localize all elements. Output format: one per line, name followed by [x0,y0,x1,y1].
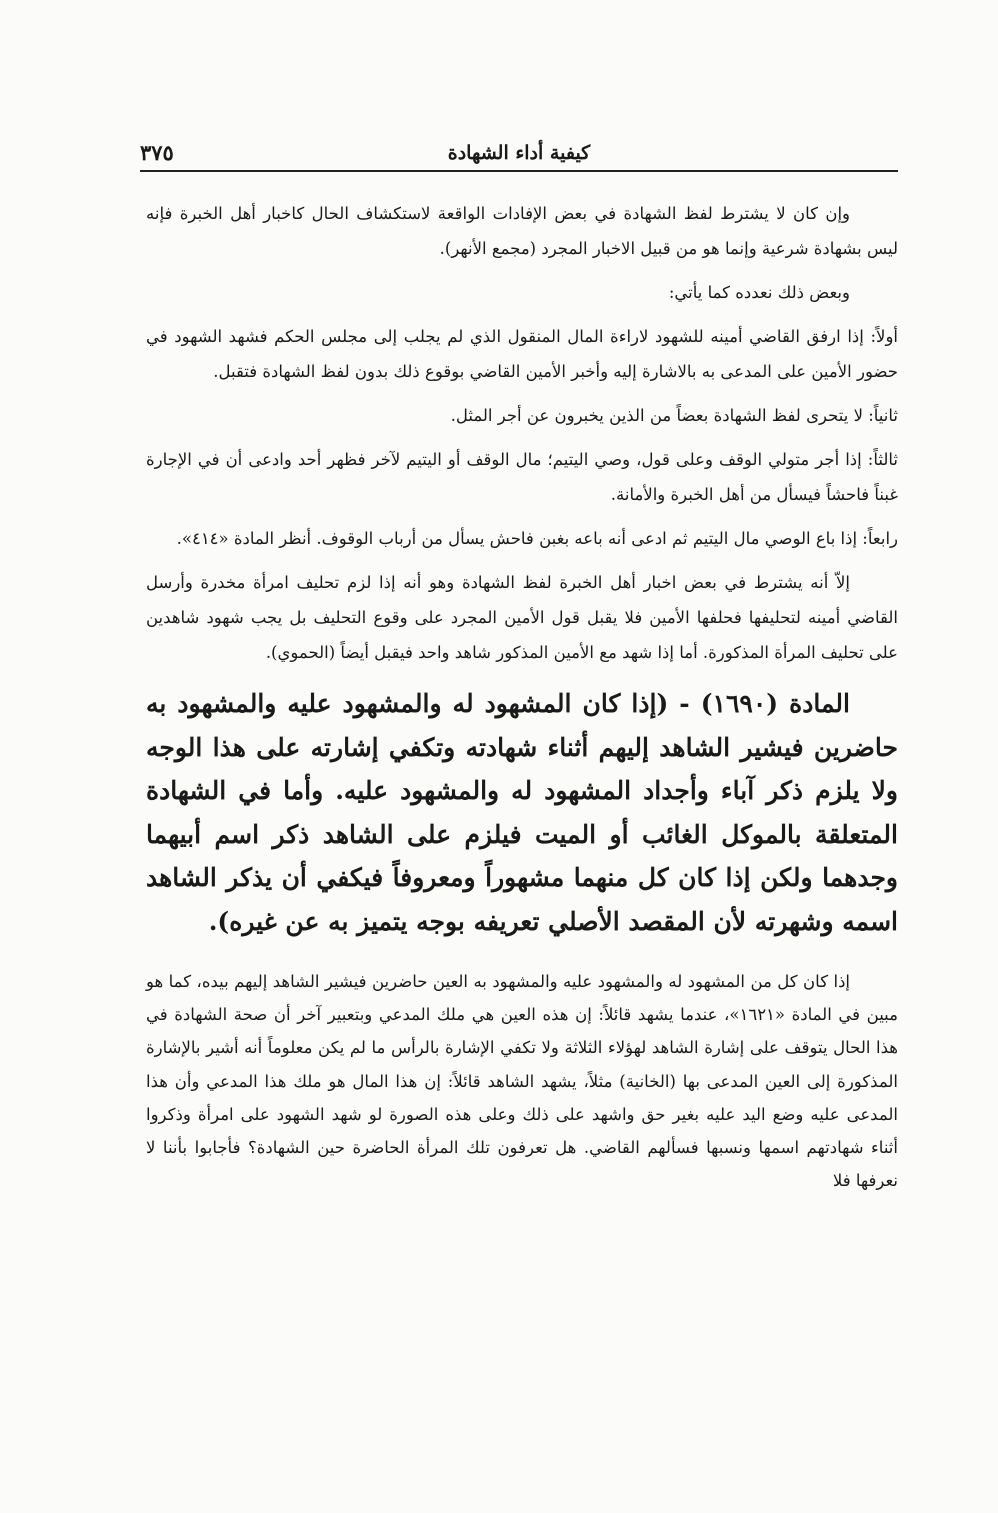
page-body [146,196,898,1197]
paragraph-third-item: ثالثاً: إذا أجر متولي الوقف وعلى قول، وصي اليتيم؛ مال الوقف أو اليتيم لآخر فظهر أحد وادعى أن في الإجارة غبناً فاحشاً فيسأل من أهل الخبرة والأمانة. [146,450,898,504]
paragraph-first-item: أولاً: إذا ارفق القاضي أمينه للشهود لاراءة المال المنقول الذي لم يجلب إلى مجلس الحكم فشهد الشهود في حضور الأمين على المدعى به بالاشارة إليه وأخبر الأمين القاضي بوقوع ذلك بدون لفظ الشهادة فتقبل. [146,327,898,381]
paragraph-second-item: ثانياً: لا يتحرى لفظ الشهادة بعضاً من الذين يخبرون عن أجر المثل. [450,406,898,425]
paragraph-intro: وإن كان لا يشترط لفظ الشهادة في بعض الإفادات الواقعة لاستكشاف الحال كاخبار أهل الخبرة فإنه ليس بشهادة شرعية وإنما هو من قبيل الاخبار المجرد (مجمع الأنهر). [146,204,898,258]
article-1690-text: المادة (١٦٩٠) - (إذا كان المشهود له والمشهود عليه والمشهود به حاضرين فيشير الشاهد إليهم أثناء شهادته وتكفي إشارته على هذا الوجه ولا يلزم ذكر آباء وأجداد المشهود له والمشهود عليه. وأما في الشهادة المتعلقة بالموكل الغائب أو الميت فيلزم على الشاهد ذكر اسم أبيهما وجدهما ولكن إذا كان كل منهما مشهوراً ومعروفاً فيكفي أن يذكر الشاهد اسمه وشهرته لأن المقصد الأصلي تعريفه بوجه يتميز به عن غيره). [146,689,898,936]
commentary-paragraph: إذا كان كل من المشهود له والمشهود عليه والمشهود به العين حاضرين فيشير الشاهد إليهم بيده، كما هو مبين في المادة «١٦٢١»، عندما يشهد قائلاً: إن هذه العين هي ملك المدعي وبتعبير آخر أن صحة الشهادة في هذا الحال يتوقف على إشارة الشاهد لهؤلاء الثلاثة ولا تكفي الإشارة بالرأس ما لم يكن معلوماً أنه أشير بالإشارة المذكورة إلى العين المدعى بها (الخانية) مثلاً، يشهد الشاهد قائلاً: إن هذا المال هو ملك هذا المدعي وأن هذا المدعى عليه وضع اليد عليه بغير حق واشهد على ذلك وعلى هذه الصورة لو شهد الشهود على امرأة وذكروا أثناء شهادتهم اسمها ونسبها فسألهم القاضي. هل تعرفون تلك المرأة الحاضرة حين الشهادة؟ فأجابوا بأننا لا نعرفها فلا [146,972,898,1191]
page-header [140,140,898,172]
page-number: ٣٧٥ [140,140,174,165]
paragraph-fourth-item: رابعاً: إذا باع الوصي مال اليتيم ثم ادعى أنه باعه بغبن فاحش يسأل من أرباب الوقوف. أنظر المادة «٤١٤». [176,529,898,548]
paragraph-list-intro: وبعض ذلك نعدده كما يأتي: [668,283,850,302]
commentary-section [146,965,898,1197]
paragraph-exception: إلاّ أنه يشترط في بعض اخبار أهل الخبرة لفظ الشهادة وهو أنه إذا لزم تحليف امرأة مخدرة وأرسل القاضي أمينه لتحليفها فحلفها الأمين فلا يقبل قول الأمين المجرد على وقوع التحليف بل يجب شهود شاهدين على تحليف المرأة المذكورة. أما إذا شهد مع الأمين المذكور شاهد واحد فيقبل أيضاً (الحموي). [146,573,898,662]
running-title: كيفية أداء الشهادة [447,142,591,164]
